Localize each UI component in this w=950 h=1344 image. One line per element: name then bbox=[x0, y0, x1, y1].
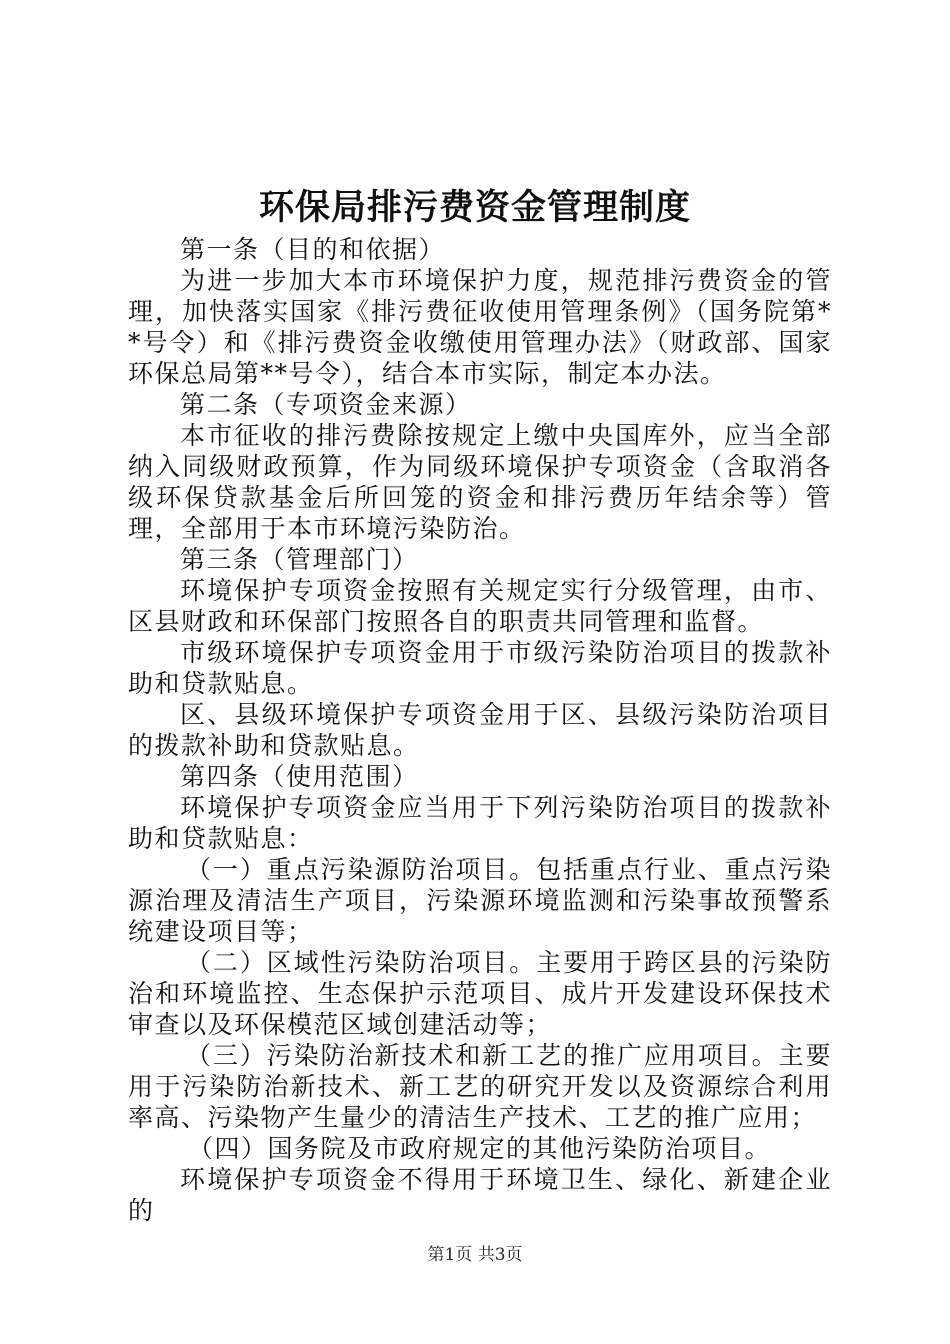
body-paragraph: 环境保护专项资金不得用于环境卫生、绿化、新建企业的 bbox=[128, 1165, 832, 1225]
body-paragraph: 市级环境保护专项资金用于市级污染防治项目的拨款补助和贷款贴息。 bbox=[128, 638, 832, 698]
body-paragraph: 为进一步加大本市环境保护力度，规范排污费资金的管理，加快落实国家《排污费征收使用管理条例》（国务院第**号令）和《排污费资金收缴使用管理办法》（财政部、国家环保总局第**号令），结合本市实际，制定本办法。 bbox=[128, 266, 832, 388]
body-paragraph: 本市征收的排污费除按规定上缴中央国库外，应当全部纳入同级财政预算，作为同级环境保护专项资金（含取消各级环保贷款基金后所回笼的资金和排污费历年结余等）管理，全部用于本市环境污染防治。 bbox=[128, 421, 832, 543]
article-heading: 第二条（专项资金来源） bbox=[180, 390, 472, 419]
list-item: （二）区域性污染防治项目。主要用于跨区县的污染防治和环境监控、生态保护示范项目、成片开发建设环保技术审查以及环保模范区域创建活动等； bbox=[128, 948, 832, 1039]
body-paragraph: 环境保护专项资金应当用于下列污染防治项目的拨款补助和贷款贴息： bbox=[128, 793, 832, 853]
document-title: 环保局排污费资金管理制度 bbox=[258, 187, 691, 228]
list-item: （四）国务院及市政府规定的其他污染防治项目。 bbox=[188, 1134, 772, 1163]
list-item: （三）污染防治新技术和新工艺的推广应用项目。主要用于污染防治新技术、新工艺的研究开发以及资源综合利用率高、污染物产生量少的清洁生产技术、工艺的推广应用； bbox=[128, 1041, 832, 1132]
document-body bbox=[128, 234, 832, 1226]
body-paragraph: 环境保护专项资金按照有关规定实行分级管理，由市、区县财政和环保部门按照各自的职责共同管理和监督。 bbox=[128, 576, 832, 636]
article-heading: 第一条（目的和依据） bbox=[180, 235, 446, 264]
page-footer: 第1页 共3页 bbox=[427, 1245, 523, 1265]
list-item: （一）重点污染源防治项目。包括重点行业、重点污染源治理及清洁生产项目，污染源环境监测和污染事故预警系统建设项目等； bbox=[128, 855, 832, 946]
article-heading: 第四条（使用范围） bbox=[180, 762, 419, 791]
body-paragraph: 区、县级环境保护专项资金用于区、县级污染防治项目的拨款补助和贷款贴息。 bbox=[128, 700, 832, 760]
article-heading: 第三条（管理部门） bbox=[180, 545, 419, 574]
